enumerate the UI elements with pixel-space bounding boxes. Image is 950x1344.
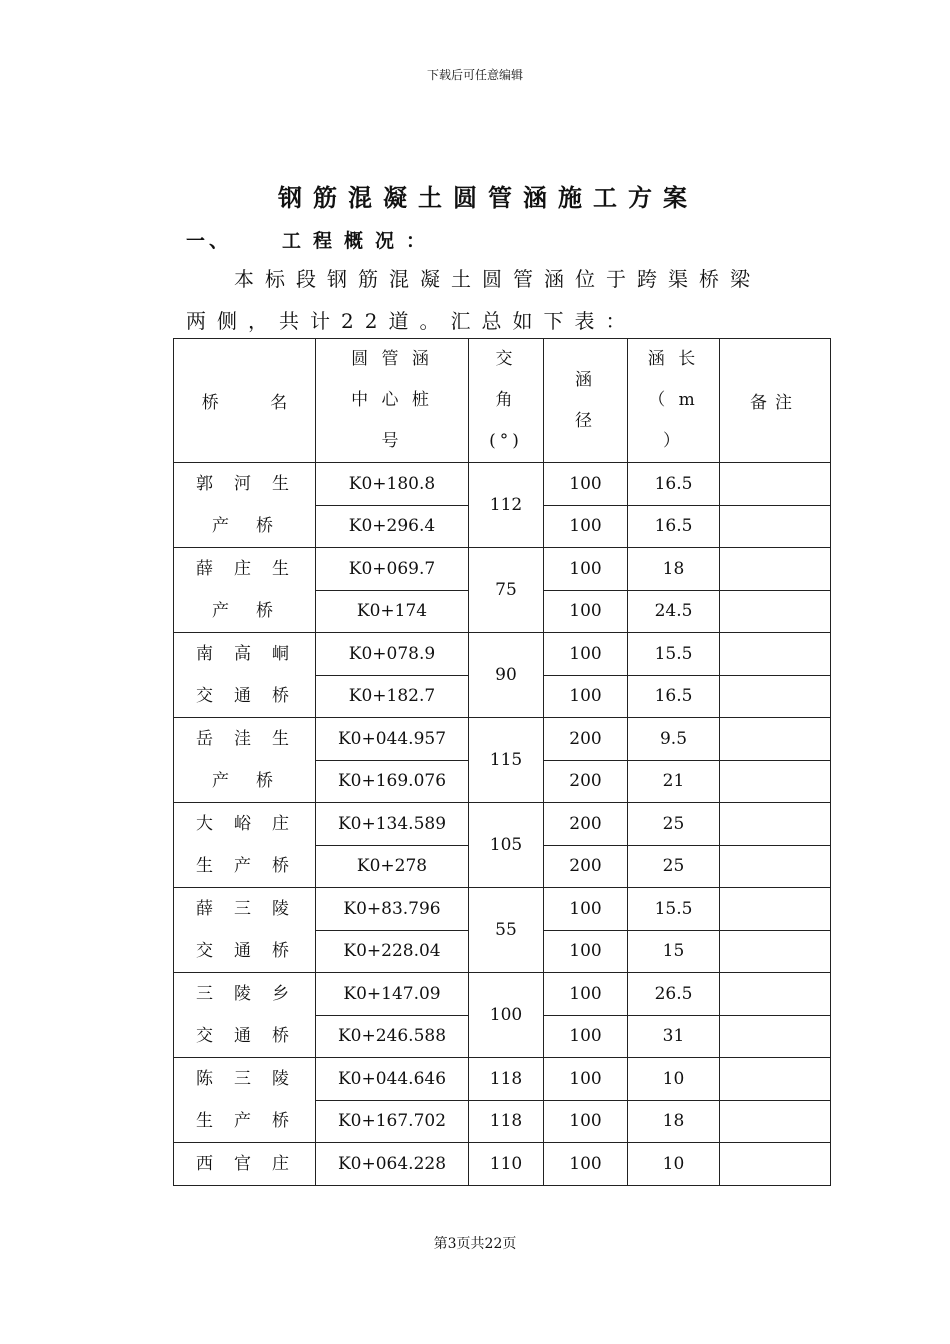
bridge-name-line: 岳 洼 生 (196, 729, 289, 749)
bridge-name-line: 交 通 桥 (196, 941, 289, 961)
station-cell: K0+169.076 (316, 760, 469, 803)
remark-cell (720, 463, 831, 506)
remark-cell (720, 590, 831, 633)
header-length (628, 339, 720, 463)
table-row (174, 633, 831, 676)
bridge-name-line: 三 陵 乡 (196, 984, 289, 1004)
section-number: 一、 (186, 230, 233, 252)
length-cell: 31 (628, 1015, 720, 1058)
angle-cell: 55 (469, 888, 544, 973)
section-label: 工程概况： (282, 230, 438, 252)
document-title: 钢筋混凝土圆管涵施工方案 (278, 183, 698, 212)
bridge-name-line: 产 桥 (212, 601, 273, 621)
station-cell: K0+044.646 (316, 1058, 469, 1101)
angle-cell: 110 (469, 1143, 544, 1186)
table-row (174, 803, 831, 846)
culvert-summary-table (173, 338, 831, 1186)
remark-cell (720, 760, 831, 803)
station-cell: K0+180.8 (316, 463, 469, 506)
bridge-name-line: 产 桥 (212, 771, 273, 791)
station-cell: K0+182.7 (316, 675, 469, 718)
header-diameter-line: 涵 (575, 369, 596, 390)
remark-cell (720, 803, 831, 846)
header-length-line: 涵 长 (647, 349, 700, 369)
header-station-line: 号 (381, 431, 403, 451)
remark-cell (720, 718, 831, 761)
table-row (174, 888, 831, 931)
header-angle-line: (°) (489, 431, 523, 451)
angle-cell: 90 (469, 633, 544, 718)
length-cell: 18 (628, 548, 720, 591)
diameter-cell: 100 (544, 675, 628, 718)
bridge-name-cell (174, 548, 316, 633)
page-header: 下载后可任意编辑 (426, 68, 523, 82)
length-cell: 26.5 (628, 973, 720, 1016)
bridge-name-line: 交 通 桥 (196, 686, 289, 706)
remark-cell (720, 1058, 831, 1101)
diameter-cell: 100 (544, 548, 628, 591)
diameter-cell: 100 (544, 633, 628, 676)
remark-cell (720, 888, 831, 931)
bridge-name-cell (174, 1143, 316, 1186)
diameter-cell: 100 (544, 973, 628, 1016)
diameter-cell: 100 (544, 888, 628, 931)
length-cell: 15.5 (628, 633, 720, 676)
length-cell: 25 (628, 803, 720, 846)
angle-cell: 75 (469, 548, 544, 633)
header-station (316, 339, 469, 463)
remark-cell (720, 973, 831, 1016)
station-cell: K0+174 (316, 590, 469, 633)
diameter-cell: 100 (544, 1058, 628, 1101)
angle-cell: 118 (469, 1058, 544, 1101)
diameter-cell: 200 (544, 845, 628, 888)
remark-cell (720, 633, 831, 676)
angle-cell: 118 (469, 1100, 544, 1143)
length-cell: 9.5 (628, 718, 720, 761)
diameter-cell: 200 (544, 718, 628, 761)
table-header-row (174, 339, 831, 463)
diameter-cell: 100 (544, 590, 628, 633)
length-cell: 21 (628, 760, 720, 803)
header-station-line: 圆 管 涵 (351, 349, 433, 369)
diameter-cell: 100 (544, 463, 628, 506)
bridge-name-line: 产 桥 (212, 516, 273, 536)
section-heading (186, 226, 437, 253)
bridge-name-line: 陈 三 陵 (196, 1069, 289, 1089)
station-cell: K0+134.589 (316, 803, 469, 846)
station-cell: K0+064.228 (316, 1143, 469, 1186)
bridge-name-line: 交 通 桥 (196, 1026, 289, 1046)
length-cell: 15 (628, 930, 720, 973)
bridge-name-line: 西 官 庄 (196, 1154, 289, 1174)
header-angle (469, 339, 544, 463)
station-cell: K0+83.796 (316, 888, 469, 931)
bridge-name-cell (174, 718, 316, 803)
bridge-name-cell (174, 888, 316, 973)
header-bridge-name (174, 339, 316, 463)
remark-cell (720, 505, 831, 548)
remark-cell (720, 548, 831, 591)
table-row (174, 973, 831, 1016)
bridge-name-line: 生 产 桥 (196, 856, 289, 876)
length-cell: 25 (628, 845, 720, 888)
station-cell: K0+078.9 (316, 633, 469, 676)
angle-cell: 105 (469, 803, 544, 888)
diameter-cell: 100 (544, 930, 628, 973)
header-length-line: ） (663, 431, 684, 451)
bridge-name-line: 郭 河 生 (196, 474, 289, 494)
header-diameter-line: 径 (575, 410, 596, 431)
remark-cell (720, 675, 831, 718)
station-cell: K0+228.04 (316, 930, 469, 973)
remark-cell (720, 1015, 831, 1058)
length-cell: 10 (628, 1143, 720, 1186)
table-row (174, 463, 831, 506)
diameter-cell: 100 (544, 1143, 628, 1186)
station-cell: K0+278 (316, 845, 469, 888)
header-remark (720, 339, 831, 463)
angle-cell: 100 (469, 973, 544, 1058)
table-row (174, 548, 831, 591)
table-row (174, 1143, 831, 1186)
length-cell: 18 (628, 1100, 720, 1143)
length-cell: 10 (628, 1058, 720, 1101)
station-cell: K0+246.588 (316, 1015, 469, 1058)
length-cell: 15.5 (628, 888, 720, 931)
header-length-line: （ m (648, 390, 699, 410)
bridge-name-line: 薛 三 陵 (196, 899, 289, 919)
remark-cell (720, 930, 831, 973)
remark-cell (720, 1100, 831, 1143)
diameter-cell: 100 (544, 505, 628, 548)
station-cell: K0+069.7 (316, 548, 469, 591)
station-cell: K0+167.702 (316, 1100, 469, 1143)
header-diameter (544, 339, 628, 463)
bridge-name-line: 南 高 峒 (196, 644, 289, 664)
length-cell: 24.5 (628, 590, 720, 633)
diameter-cell: 200 (544, 803, 628, 846)
bridge-name-line: 大 峪 庄 (196, 814, 289, 834)
bridge-name-cell (174, 463, 316, 548)
station-cell: K0+296.4 (316, 505, 469, 548)
angle-cell: 115 (469, 718, 544, 803)
length-cell: 16.5 (628, 505, 720, 548)
header-remark-label: 备注 (750, 393, 800, 413)
bridge-name-line: 生 产 桥 (196, 1111, 289, 1131)
intro-line-1: 本标段钢筋混凝土圆管涵位于跨渠桥梁 (234, 267, 761, 291)
header-bridge-label: 桥 名 (201, 393, 288, 413)
length-cell: 16.5 (628, 675, 720, 718)
diameter-cell: 100 (544, 1015, 628, 1058)
table-row (174, 1058, 831, 1101)
header-angle-line: 交 (495, 349, 517, 369)
station-cell: K0+044.957 (316, 718, 469, 761)
page-footer: 第3页共22页 (433, 1236, 517, 1252)
length-cell: 16.5 (628, 463, 720, 506)
bridge-name-cell (174, 973, 316, 1058)
remark-cell (720, 1143, 831, 1186)
angle-cell: 112 (469, 463, 544, 548)
header-angle-line: 角 (495, 390, 517, 410)
bridge-name-line: 薛 庄 生 (196, 559, 289, 579)
station-cell: K0+147.09 (316, 973, 469, 1016)
header-station-line: 中 心 桩 (351, 390, 433, 410)
bridge-name-cell (174, 1058, 316, 1143)
table-row (174, 718, 831, 761)
intro-line-2: 两侧，共计22道。汇总如下表： (186, 309, 637, 333)
bridge-name-cell (174, 633, 316, 718)
diameter-cell: 100 (544, 1100, 628, 1143)
diameter-cell: 200 (544, 760, 628, 803)
remark-cell (720, 845, 831, 888)
bridge-name-cell (174, 803, 316, 888)
